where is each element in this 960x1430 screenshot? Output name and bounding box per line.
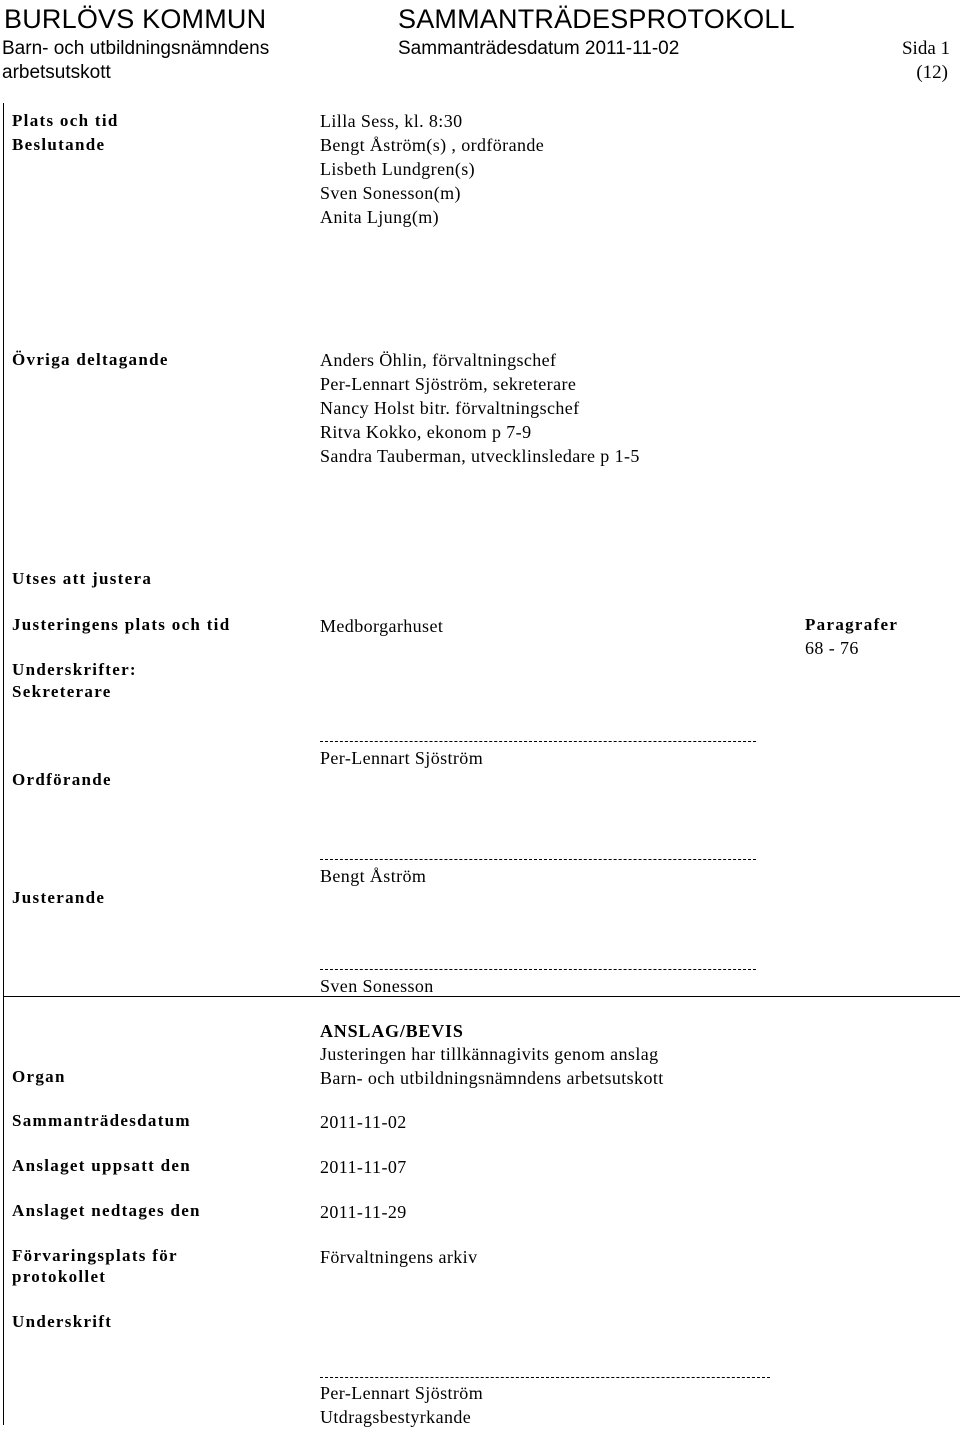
- paragraphs-label: Paragrafer: [805, 615, 899, 634]
- deciding-label: Beslutande: [12, 135, 106, 154]
- storage-label-line2: protokollet: [12, 1267, 107, 1286]
- meeting-date-label: Sammanträdesdatum: [12, 1111, 191, 1130]
- signature-label: Underskrift: [12, 1312, 113, 1331]
- document-type: SAMMANTRÄDESPROTOKOLL: [398, 4, 795, 34]
- certifier-title: Utdragsbestyrkande: [320, 1407, 472, 1427]
- deciding-member: Bengt Åström(s) , ordförande: [320, 135, 545, 155]
- adjuster-name: Sven Sonesson: [320, 976, 434, 996]
- adjust-place-label: Justeringens plats och tid: [12, 615, 231, 634]
- chair-name: Bengt Åström: [320, 866, 427, 886]
- place-time-value: Lilla Sess, kl. 8:30: [320, 111, 463, 131]
- meeting-date-value: 2011-11-02: [320, 1112, 407, 1132]
- certifier-name: Per-Lennart Sjöström: [320, 1383, 484, 1403]
- posted-label: Anslaget uppsatt den: [12, 1156, 192, 1175]
- deciding-member: Anita Ljung(m): [320, 207, 440, 227]
- adjuster-signature-line: [320, 969, 756, 970]
- deciding-member: Lisbeth Lundgren(s): [320, 159, 476, 179]
- others-member: Anders Öhlin, förvaltningschef: [320, 350, 557, 370]
- organ-value: Barn- och utbildningsnämndens arbetsutskott: [320, 1068, 664, 1088]
- adjust-appoint-label: Utses att justera: [12, 569, 153, 588]
- chair-label: Ordförande: [12, 770, 112, 789]
- page-total: (12): [916, 62, 948, 83]
- committee-name-line2: arbetsutskott: [2, 62, 111, 83]
- meeting-date-header: Sammanträdesdatum 2011-11-02: [398, 38, 680, 59]
- organ-label: Organ: [12, 1067, 66, 1086]
- posted-date: 2011-11-07: [320, 1157, 407, 1177]
- others-member: Ritva Kokko, ekonom p 7-9: [320, 422, 532, 442]
- adjuster-label: Justerande: [12, 888, 106, 907]
- storage-value: Förvaltningens arkiv: [320, 1247, 478, 1267]
- notice-announcement: Justeringen har tillkännagivits genom anslag: [320, 1044, 659, 1064]
- deciding-member: Sven Sonesson(m): [320, 183, 461, 203]
- secretary-label: Sekreterare: [12, 682, 112, 701]
- page-number: Sida 1: [901, 38, 950, 59]
- adjust-place-value: Medborgarhuset: [320, 616, 444, 636]
- chair-signature-line: [320, 859, 756, 860]
- municipality-name: BURLÖVS KOMMUN: [4, 4, 267, 34]
- storage-label-line1: Förvaringsplats för: [12, 1246, 178, 1265]
- secretary-signature-line: [320, 741, 756, 742]
- place-time-label: Plats och tid: [12, 111, 119, 130]
- others-member: Nancy Holst bitr. förvaltningschef: [320, 398, 580, 418]
- paragraphs-value: 68 - 76: [805, 638, 859, 658]
- others-label: Övriga deltagande: [12, 350, 169, 369]
- committee-name-line1: Barn- och utbildningsnämndens: [2, 38, 270, 59]
- others-member: Per-Lennart Sjöström, sekreterare: [320, 374, 577, 394]
- secretary-name: Per-Lennart Sjöström: [320, 748, 484, 768]
- removed-label: Anslaget nedtages den: [12, 1201, 201, 1220]
- notice-title: ANSLAG/BEVIS: [320, 1021, 464, 1041]
- notice-section-divider: [3, 996, 960, 997]
- certifier-signature-line: [320, 1377, 770, 1378]
- signatures-label: Underskrifter:: [12, 660, 137, 679]
- frame-left-border: [3, 103, 4, 1425]
- removed-date: 2011-11-29: [320, 1202, 407, 1222]
- others-member: Sandra Tauberman, utvecklinsledare p 1-5: [320, 446, 640, 466]
